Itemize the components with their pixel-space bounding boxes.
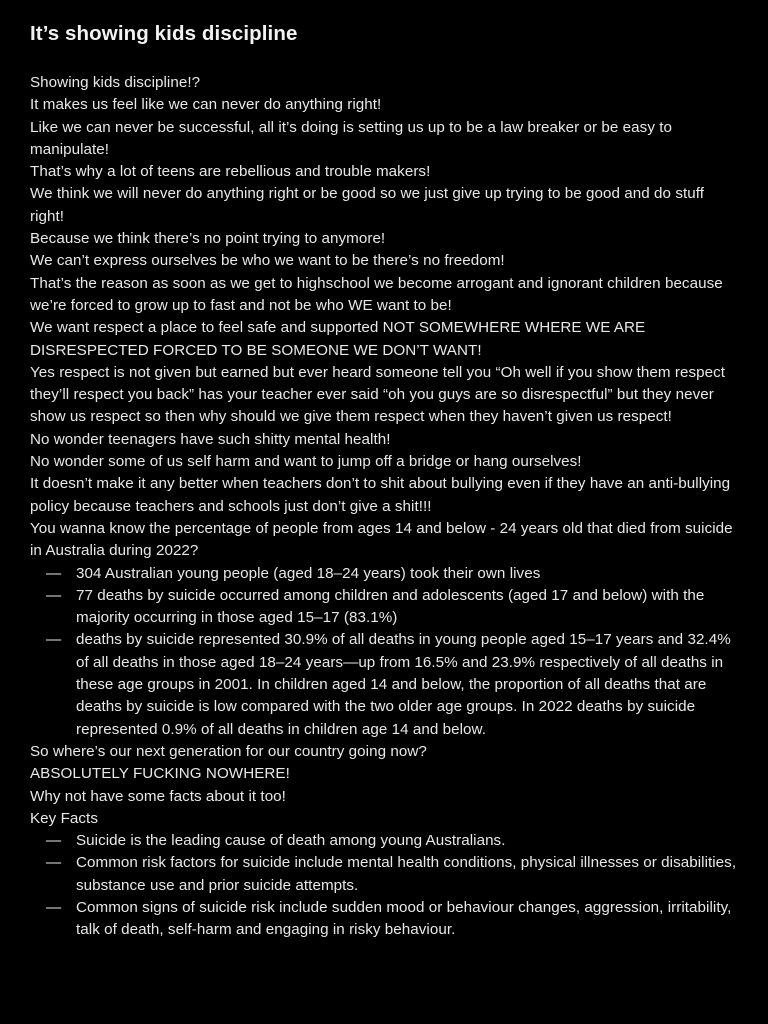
list-item-text: deaths by suicide represented 30.9% of all deaths in young people aged 15–17 years and 32.4% of all deaths in those aged 18–24 years—up from 16.5% and 23.9% respectively of all deaths in these age groups in 2001. In children aged 14 and below, the proportion of all deaths that are deaths by suicide is low compared with the two older age groups. In 2022 deaths by suicide represented 0.9% of all deaths in children age 14 and below. (76, 631, 731, 738)
text-line: No wonder teenagers have such shitty mental health! (30, 430, 391, 448)
text-line: We want respect a place to feel safe and supported NOT SOMEWHERE WHERE WE ARE DISRESPECTED FORCED TO BE SOMEONE WE DON’T WANT! (30, 319, 646, 359)
text-line: Yes respect is not given but earned but ever heard someone tell you “Oh well if you show them respect they’ll respect you back” has your teacher ever said “oh you guys are so disrespectful” but they never show us respect so then why should we give them respect when they haven’t given us respect! (30, 363, 726, 426)
paragraph-group-2 (30, 741, 740, 830)
list-item-text: 77 deaths by suicide occurred among children and adolescents (aged 17 and below) with the majority occurring in those aged 15–17 (83.1%) (76, 586, 705, 627)
text-line: No wonder some of us self harm and want to jump off a bridge or hang ourselves! (30, 453, 582, 471)
list-item-text: Common risk factors for suicide include mental health conditions, physical illnesses or disabilities, substance use and prior suicide attempts. (76, 854, 737, 894)
list-item-text: Common signs of suicide risk include sudden mood or behaviour changes, aggression, irritability, talk of death, self-harm and engaging in risky behaviour. (76, 898, 732, 939)
paragraph-group-1 (30, 72, 740, 563)
text-line: You wanna know the percentage of people from ages 14 and below - 24 years old that died from suicide in Australia during 2022? (30, 519, 733, 560)
list-item (30, 629, 740, 740)
text-line: It makes us feel like we can never do anything right! (30, 96, 382, 114)
text-line: Like we can never be successful, all it’s doing is setting us up to be a law breaker or be easy to manipulate! (30, 118, 673, 158)
dash-bullet: — (46, 832, 62, 850)
list-item-text: 304 Australian young people (aged 18–24 years) took their own lives (76, 564, 541, 582)
text-line: Showing kids discipline!? (30, 74, 201, 91)
text-line: We think we will never do anything right or be good so we just give up trying to be good and do stuff right! (30, 185, 704, 225)
list-item (30, 585, 740, 630)
text-line: Because we think there’s no point trying to anymore! (30, 230, 386, 248)
dash-bullet: — (46, 586, 62, 604)
text-line: We can’t express ourselves be who we want to be there’s no freedom! (30, 252, 505, 270)
note-title: It’s showing kids discipline (30, 22, 298, 45)
text-line: That’s the reason as soon as we get to highschool we become arrogant and ignorant children because we’re forced to grow up to fast and not be who WE want to be! (30, 274, 723, 314)
key-facts-list (30, 830, 740, 941)
dash-bullet: — (46, 564, 62, 582)
text-line: ABSOLUTELY FUCKING NOWHERE! (30, 765, 290, 783)
list-item (30, 563, 740, 585)
list-item (30, 897, 740, 942)
dash-bullet: — (46, 854, 62, 872)
dash-bullet: — (46, 631, 62, 649)
list-item (30, 852, 740, 897)
text-line: That’s why a lot of teens are rebellious and trouble makers! (30, 163, 431, 181)
key-facts-heading: Key Facts (30, 809, 98, 827)
list-item (30, 830, 740, 852)
dash-bullet: — (46, 898, 62, 916)
list-item-text: Suicide is the leading cause of death among young Australians. (76, 832, 506, 850)
statistics-list (30, 563, 740, 741)
text-line: So where’s our next generation for our country going now? (30, 742, 427, 760)
text-line: Why not have some facts about it too! (30, 787, 286, 805)
text-line: It doesn’t make it any better when teachers don’t to shit about bullying even if they have an anti-bullying policy because teachers and schools just don’t give a shit!!! (30, 475, 731, 515)
note-body (30, 72, 740, 942)
